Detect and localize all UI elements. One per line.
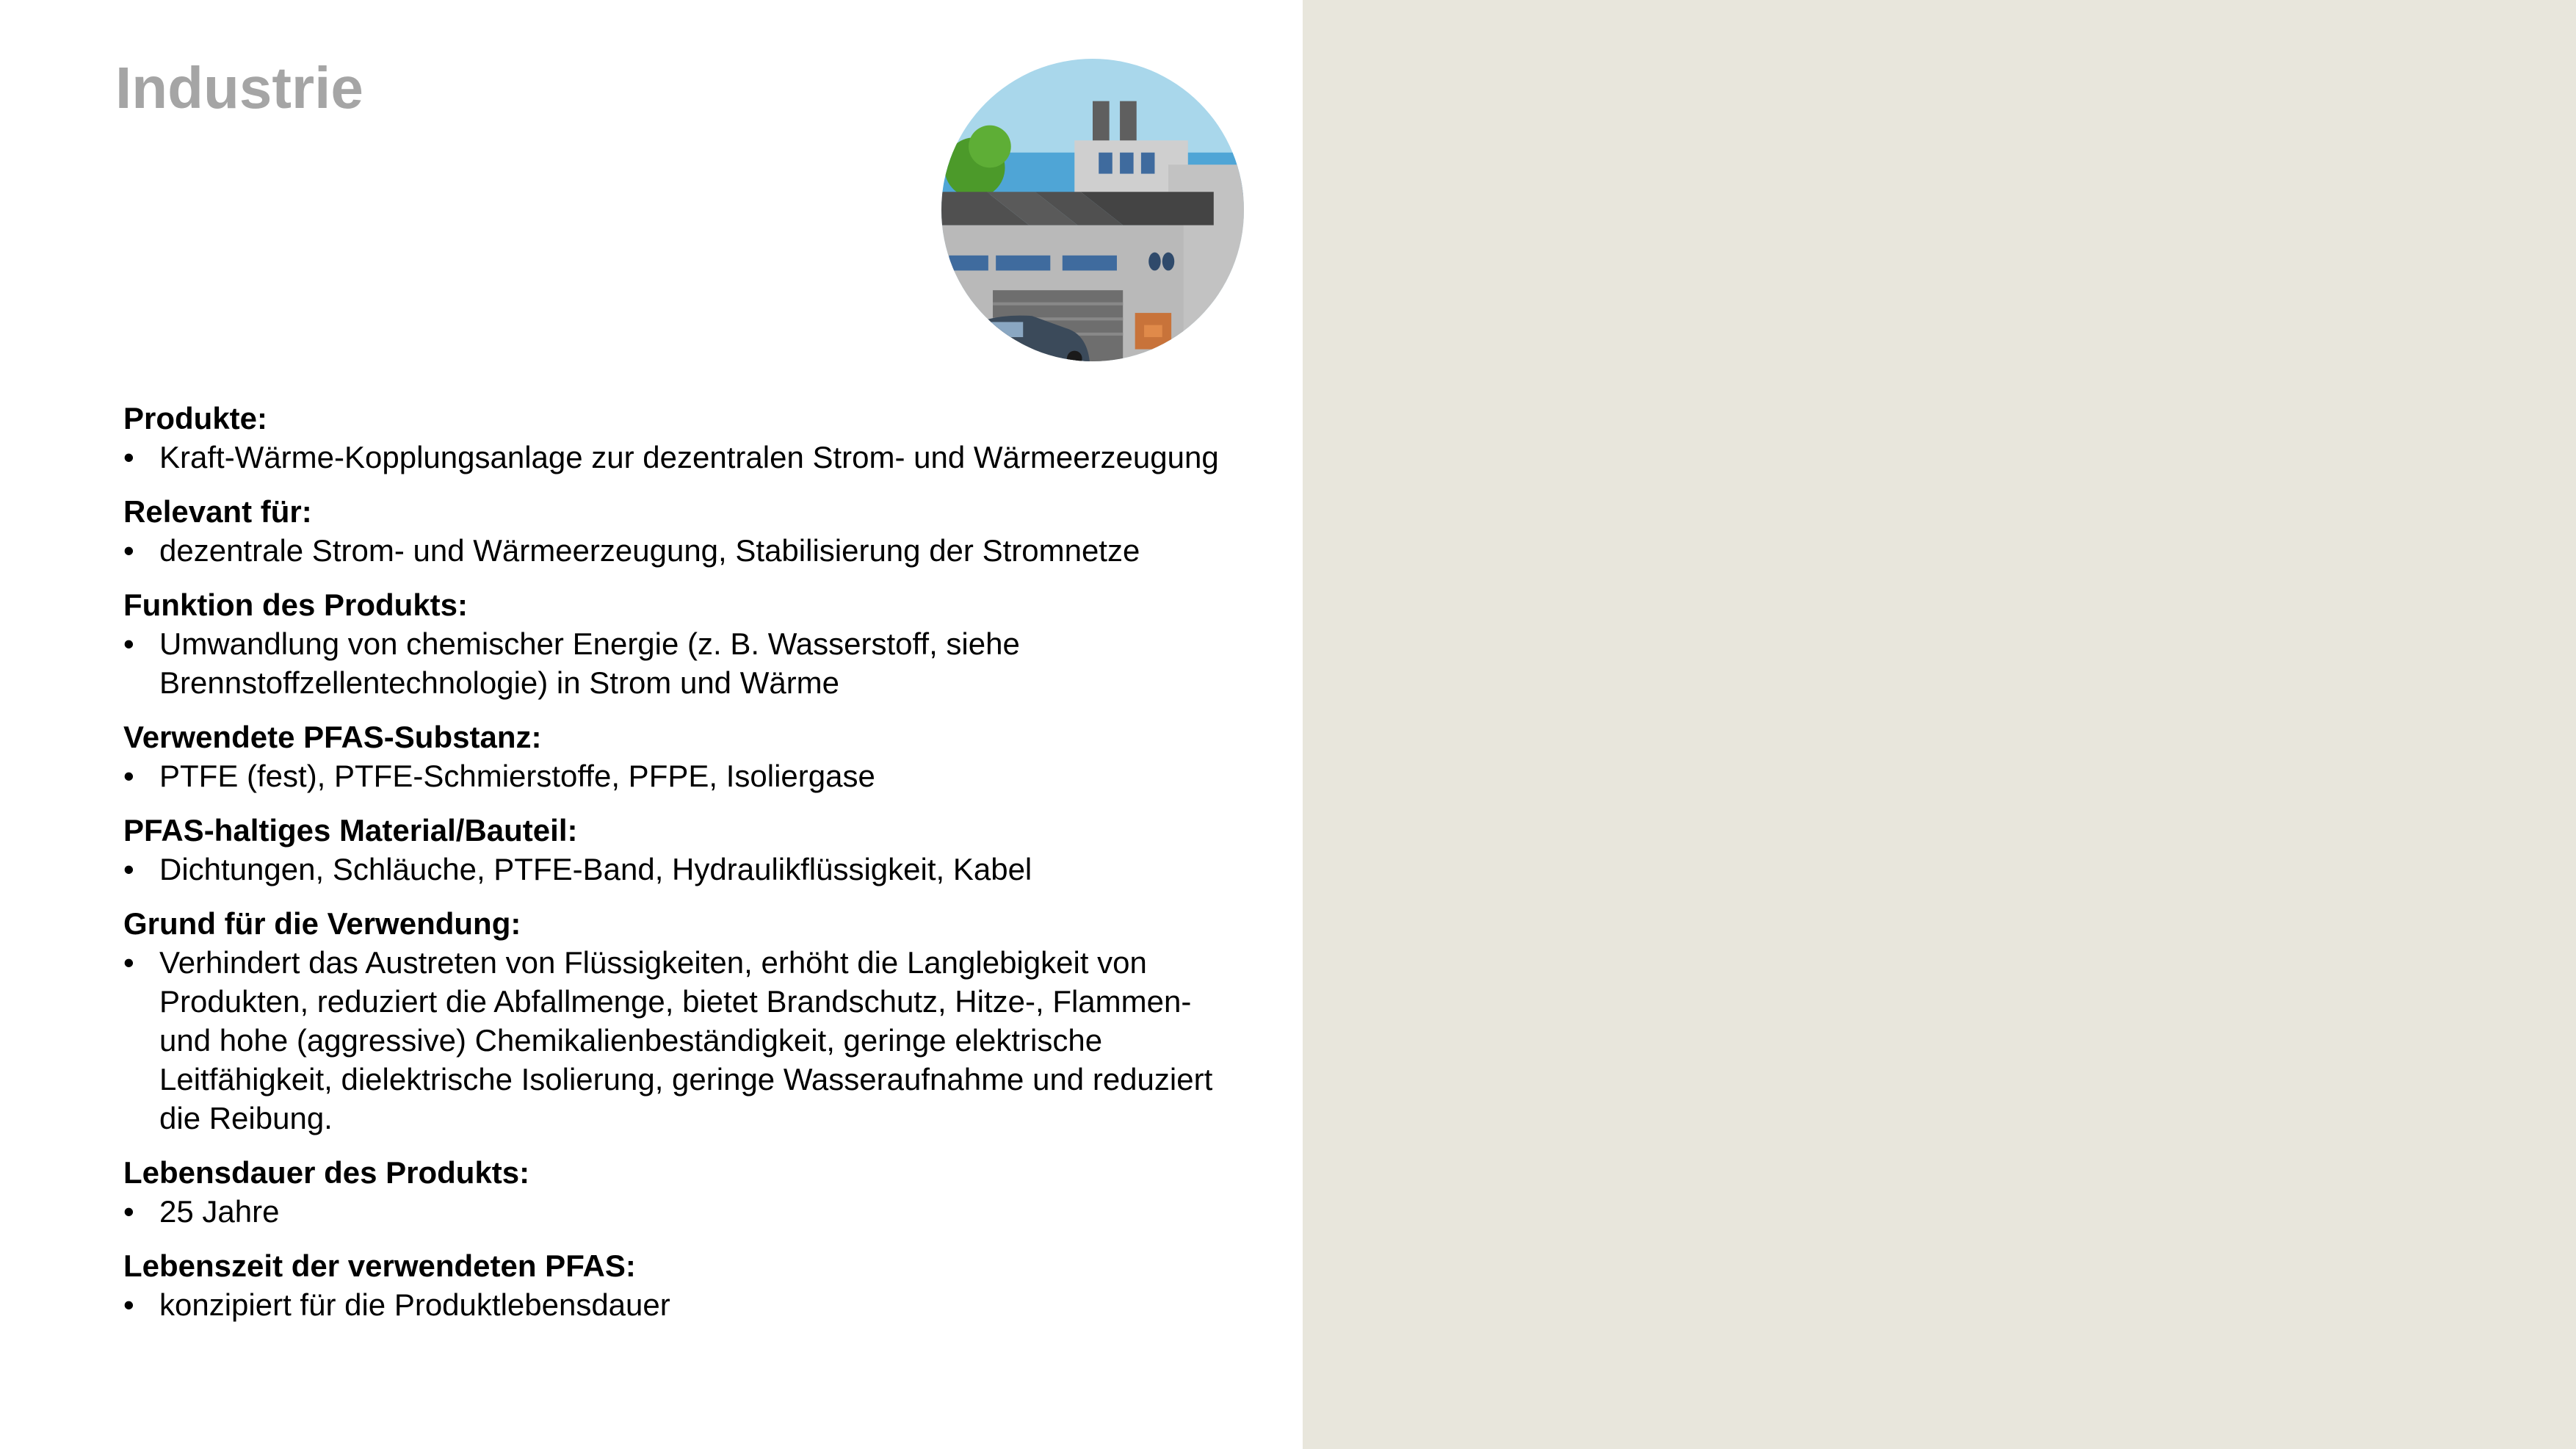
bullet-item: • Dichtungen, Schläuche, PTFE-Band, Hydraulikflüssigkeit, Kabel	[123, 850, 1240, 889]
bullet-item: • Kraft-Wärme-Kopplungsanlage zur dezentralen Strom- und Wärmeerzeugung	[123, 438, 1240, 477]
product-details	[123, 399, 1240, 1340]
section-grund	[123, 904, 1240, 1138]
bullet-list	[123, 943, 1240, 1138]
section-funktion	[123, 585, 1240, 702]
section-relevant	[123, 492, 1240, 570]
right-panel	[1303, 0, 2576, 1449]
section-pfas-material	[123, 811, 1240, 889]
page-title: Industrie	[115, 55, 363, 120]
section-heading: Lebensdauer des Produkts:	[123, 1155, 530, 1190]
section-heading: Funktion des Produkts:	[123, 588, 468, 622]
section-heading: Produkte:	[123, 401, 268, 436]
bullet-list	[123, 1285, 1240, 1324]
bullet-item: • dezentrale Strom- und Wärmeerzeugung, Stabilisierung der Stromnetze	[123, 531, 1240, 570]
bullet-item: • konzipiert für die Produktlebensdauer	[123, 1285, 1240, 1324]
section-lebensdauer	[123, 1153, 1240, 1231]
section-heading: Grund für die Verwendung:	[123, 906, 521, 941]
factory-icon	[941, 59, 1244, 361]
bullet-item: • Umwandlung von chemischer Energie (z. B. Wasserstoff, siehe Brennstoffzellentechnologie) in Strom und Wärme	[123, 624, 1240, 702]
section-pfas-substanz	[123, 718, 1240, 795]
bullet-list	[123, 531, 1240, 570]
bullet-item: • PTFE (fest), PTFE-Schmierstoffe, PFPE, Isoliergase	[123, 756, 1240, 795]
bullet-list	[123, 1192, 1240, 1231]
bullet-item: • 25 Jahre	[123, 1192, 1240, 1231]
section-heading: Relevant für:	[123, 494, 312, 529]
bullet-list	[123, 438, 1240, 477]
section-heading: Lebenszeit der verwendeten PFAS:	[123, 1249, 636, 1283]
section-heading: Verwendete PFAS-Substanz:	[123, 720, 542, 754]
bullet-item: • Verhindert das Austreten von Flüssigkeiten, erhöht die Langlebigkeit von Produkten, reduziert die Abfallmenge, bietet Brandschutz, Hitze-, Flammen- und hohe (aggressive) Chemikalienbeständigkeit, geringe elektrische Leitfähigkeit, dielektrische Isolierung, geringe Wasseraufnahme und reduziert die Reibung.	[123, 943, 1240, 1138]
section-produkte	[123, 399, 1240, 477]
bullet-list	[123, 850, 1240, 889]
section-lebenszeit-pfas	[123, 1246, 1240, 1324]
bullet-list	[123, 624, 1240, 702]
bullet-list	[123, 756, 1240, 795]
section-heading: PFAS-haltiges Material/Bauteil:	[123, 813, 578, 848]
